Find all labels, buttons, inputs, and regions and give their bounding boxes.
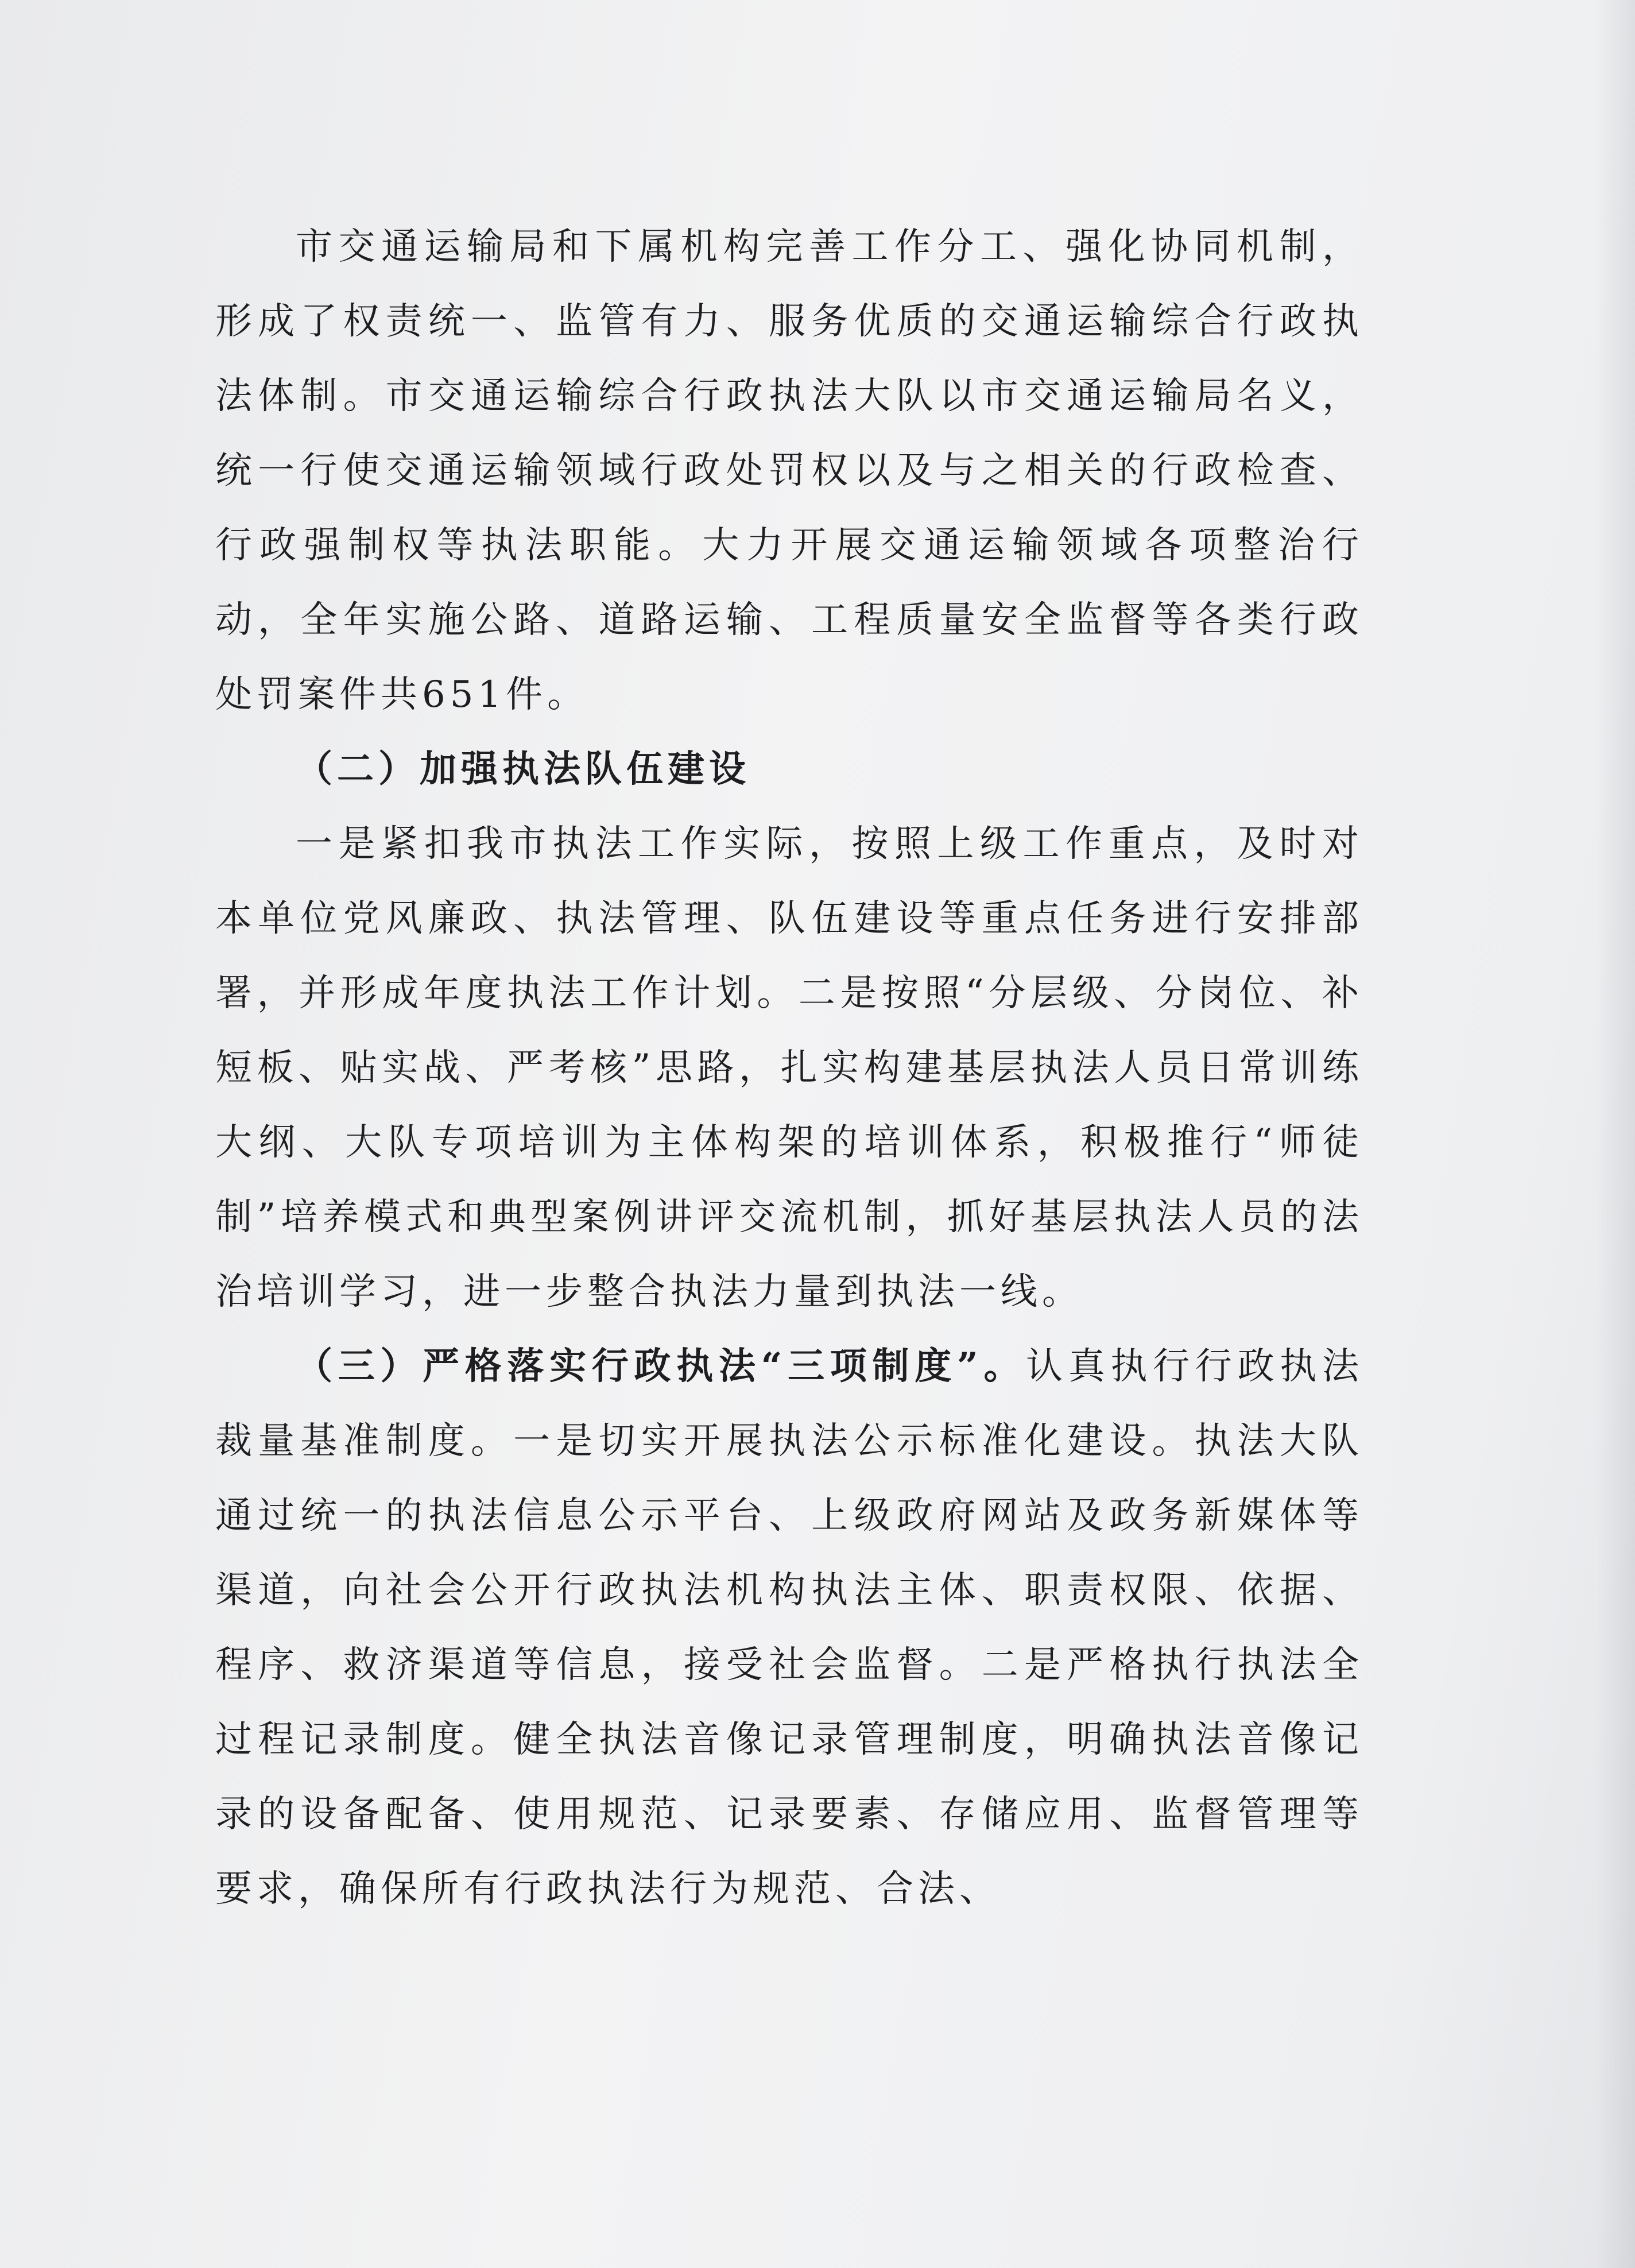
page-edge-shadow [1595,0,1635,2268]
paragraph-three-systems-text: 认真执行行政执法裁量基准制度。一是切实开展执法公示标准化建设。执法大队通过统一的执法信息公示平台、上级政府网站及政务新媒体等渠道，向社会公开行政执法机构执法主体、职责权限、依据、程序、救济渠道等信息，接受社会监督。二是严格执行执法全过程记录制度。健全执法音像记录管理制度，明确执法音像记录的设备配备、使用规范、记录要素、存储应用、监督管理等要求，确保所有行政执法行为规范、合法、 [215,1345,1364,1910]
section-heading-team-building: （二）加强执法队伍建设 [296,748,750,791]
section-heading-three-systems: （三）严格落实行政执法“三项制度”。 [296,1345,1026,1388]
document-body [215,210,1363,1926]
paragraph-team-building: 一是紧扣我市执法工作实际，按照上级工作重点，及时对本单位党风廉政、执法管理、队伍建设等重点任务进行安排部署，并形成年度执法工作计划。二是按照“分层级、分岗位、补短板、贴实战、严考核”思路，扎实构建基层执法人员日常训练大纲、大队专项培训为主体构架的培训体系，积极推行“师徒制”培养模式和典型案例讲评交流机制，抓好基层执法人员的法治培训学习，进一步整合执法力量到执法一线。 [215,823,1363,1313]
paragraph-three-systems [215,1329,1363,1926]
paragraph-law-enforcement-system: 市交通运输局和下属机构完善工作分工、强化协同机制，形成了权责统一、监管有力、服务优质的交通运输综合行政执法体制。市交通运输综合行政执法大队以市交通运输局名义，统一行使交通运输领域行政处罚权以及与之相关的行政检查、行政强制权等执法职能。大力开展交通运输领域各项整治行动，全年实施公路、道路运输、工程质量安全监督等各类行政处罚案件共651件。 [215,226,1363,716]
